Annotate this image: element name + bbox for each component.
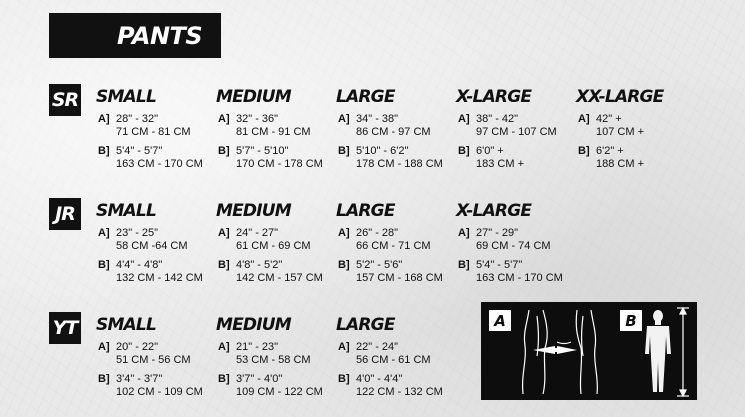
waist-inches: 21" - 23" (236, 341, 279, 353)
measure-label-b: B] (218, 259, 230, 271)
size-column (98, 200, 216, 285)
waist-inches: 26" - 28" (356, 227, 399, 239)
waist-inches: 24" - 27" (236, 227, 279, 239)
measure-label-a: A] (98, 341, 110, 353)
size-name: SMALL (96, 315, 156, 335)
group-tag-0: SR (49, 84, 81, 116)
height-measurement (218, 145, 336, 171)
measure-label-a: A] (98, 227, 110, 239)
waist-measurement (218, 113, 336, 139)
height-measurement (218, 373, 336, 399)
size-name: LARGE (336, 201, 395, 221)
height-cm: 142 CM - 157 CM (236, 272, 323, 284)
height-feet: 5'7" - 5'10" (236, 145, 289, 157)
height-measurement (218, 259, 336, 285)
waist-inches: 20" - 22" (116, 341, 159, 353)
size-column (98, 314, 216, 399)
size-column (338, 314, 456, 399)
height-cm: 163 CM - 170 CM (476, 272, 563, 284)
height-feet: 6'0" + (476, 145, 504, 157)
height-feet: 3'7" - 4'0" (236, 373, 283, 385)
waist-cm: 97 CM - 107 CM (476, 126, 557, 138)
waist-cm: 58 CM -64 CM (116, 240, 188, 252)
measure-label-a: A] (218, 227, 230, 239)
height-cm: 170 CM - 178 CM (236, 158, 323, 170)
measure-label-a: A] (218, 341, 230, 353)
height-cm: 157 CM - 168 CM (356, 272, 443, 284)
measure-label-b: B] (578, 145, 590, 157)
waist-cm: 86 CM - 97 CM (356, 126, 431, 138)
waist-cm: 71 CM - 81 CM (116, 126, 191, 138)
waist-measurement (338, 113, 456, 139)
waist-inches: 23" - 25" (116, 227, 159, 239)
height-cm: 163 CM - 170 CM (116, 158, 203, 170)
height-feet: 4'4" - 4'8" (116, 259, 163, 271)
height-measurement (578, 145, 696, 171)
height-feet: 6'2" + (596, 145, 624, 157)
group-tag-2: YT (49, 312, 81, 344)
measure-label-b: B] (218, 145, 230, 157)
height-feet: 3'4" - 3'7" (116, 373, 163, 385)
waist-inches: 27" - 29" (476, 227, 519, 239)
measure-label-b: B] (98, 145, 110, 157)
measure-label-a: A] (218, 113, 230, 125)
measure-label-a: A] (458, 113, 470, 125)
size-name: X-LARGE (456, 201, 532, 221)
page-title: PANTS (117, 21, 203, 50)
size-column (338, 86, 456, 171)
height-measurement (98, 145, 216, 171)
waist-inches: 34" - 38" (356, 113, 399, 125)
size-name: LARGE (336, 87, 395, 107)
waist-cm: 81 CM - 91 CM (236, 126, 311, 138)
measure-label-a: A] (338, 341, 350, 353)
size-column (218, 86, 336, 171)
size-column (458, 86, 576, 171)
waist-cm: 56 CM - 61 CM (356, 354, 431, 366)
waist-inches: 22" - 24" (356, 341, 399, 353)
measure-label-b: B] (458, 145, 470, 157)
measure-label-a: A] (98, 113, 110, 125)
height-feet: 5'2" - 5'6" (356, 259, 403, 271)
size-name: LARGE (336, 315, 395, 335)
height-cm: 188 CM + (596, 158, 644, 170)
measure-label-a: A] (578, 113, 590, 125)
height-cm: 178 CM - 188 CM (356, 158, 443, 170)
measure-label-b: B] (98, 373, 110, 385)
measure-label-b: B] (218, 373, 230, 385)
measure-label-b: B] (338, 145, 350, 157)
height-feet: 5'4" - 5'7" (116, 145, 163, 157)
height-feet: 5'10" - 6'2" (356, 145, 409, 157)
size-column (98, 86, 216, 171)
size-name: X-LARGE (456, 87, 532, 107)
height-measurement (458, 145, 576, 171)
waist-inches: 32" - 36" (236, 113, 279, 125)
height-cm: 132 CM - 142 CM (116, 272, 203, 284)
size-name: MEDIUM (216, 201, 291, 221)
size-column (218, 314, 336, 399)
waist-cm: 107 CM + (596, 126, 644, 138)
waist-inches: 38" - 42" (476, 113, 519, 125)
waist-measurement (218, 227, 336, 253)
measure-label-b: B] (458, 259, 470, 271)
group-tag-1: JR (49, 198, 81, 230)
height-cm: 109 CM - 122 CM (236, 386, 323, 398)
measure-label-b: B] (338, 373, 350, 385)
title-banner (49, 13, 221, 58)
height-measurement (338, 373, 456, 399)
measure-label-a: A] (338, 113, 350, 125)
waist-measurement (458, 113, 576, 139)
height-measurement (338, 145, 456, 171)
waist-cm: 66 CM - 71 CM (356, 240, 431, 252)
size-name: SMALL (96, 201, 156, 221)
waist-measurement (338, 341, 456, 367)
size-name: SMALL (96, 87, 156, 107)
waist-cm: 53 CM - 58 CM (236, 354, 311, 366)
label-b: B (625, 312, 637, 330)
measurement-figure (481, 302, 697, 400)
measure-label-b: B] (338, 259, 350, 271)
measure-label-a: A] (458, 227, 470, 239)
height-feet: 4'8" - 5'2" (236, 259, 283, 271)
size-column (338, 200, 456, 285)
height-cm: 122 CM - 132 CM (356, 386, 443, 398)
waist-measurement (98, 113, 216, 139)
waist-cm: 69 CM - 74 CM (476, 240, 551, 252)
waist-inches: 28" - 32" (116, 113, 159, 125)
label-a: A (494, 312, 506, 330)
height-measurement (458, 259, 576, 285)
waist-measurement (98, 227, 216, 253)
waist-cm: 61 CM - 69 CM (236, 240, 311, 252)
waist-measurement (458, 227, 576, 253)
waist-measurement (338, 227, 456, 253)
height-cm: 183 CM + (476, 158, 524, 170)
size-name: MEDIUM (216, 87, 291, 107)
height-measurement (98, 259, 216, 285)
height-feet: 5'4" - 5'7" (476, 259, 523, 271)
height-measurement (98, 373, 216, 399)
size-column (458, 200, 576, 285)
height-feet: 4'0" - 4'4" (356, 373, 403, 385)
measure-label-b: B] (98, 259, 110, 271)
height-cm: 102 CM - 109 CM (116, 386, 203, 398)
waist-cm: 51 CM - 56 CM (116, 354, 191, 366)
size-column (578, 86, 696, 171)
size-name: MEDIUM (216, 315, 291, 335)
size-name: XX-LARGE (576, 87, 664, 107)
waist-inches: 42" + (596, 113, 622, 125)
measure-label-a: A] (338, 227, 350, 239)
height-measurement (338, 259, 456, 285)
waist-measurement (578, 113, 696, 139)
size-column (218, 200, 336, 285)
waist-measurement (98, 341, 216, 367)
waist-measurement (218, 341, 336, 367)
